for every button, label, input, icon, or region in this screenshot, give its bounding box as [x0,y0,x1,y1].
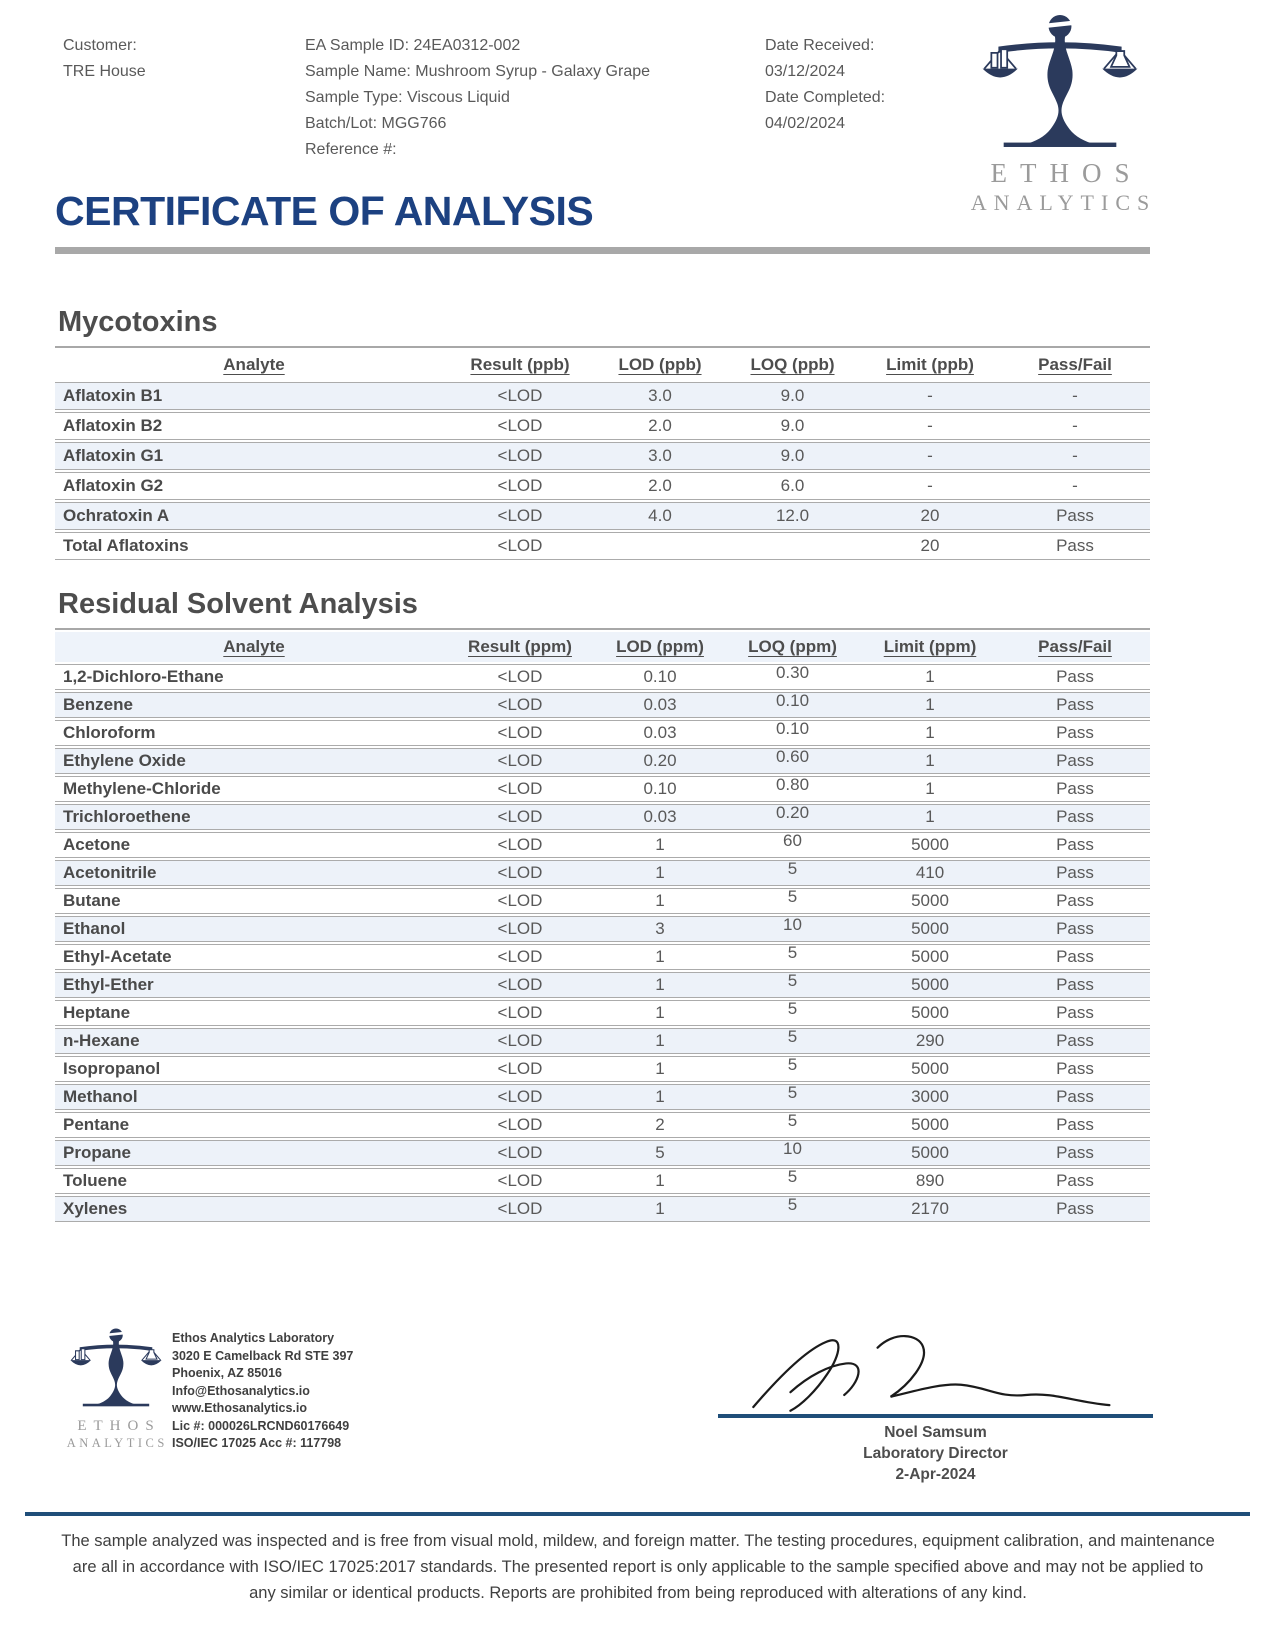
value-cell: 5000 [860,1140,1000,1166]
date-completed-label: Date Completed: [765,89,886,106]
value-cell: <LOD [445,888,595,914]
value-cell [725,532,860,560]
value-cell: Pass [1000,1196,1150,1222]
table-row [55,502,1150,530]
value-cell: 2170 [860,1196,1000,1222]
mycotoxins-heading: Mycotoxins [58,306,218,338]
value-cell: 5000 [860,1056,1000,1082]
value-cell: 9.0 [725,382,860,410]
value-cell: Pass [1000,1140,1150,1166]
column-header: LOD (ppb) [618,355,702,374]
value-cell: 1 [595,972,725,998]
value-cell: 5000 [860,972,1000,998]
value-cell: Pass [1000,1028,1150,1054]
analyte-cell: Ethanol [55,916,445,942]
analyte-cell: Pentane [55,1112,445,1138]
sample-info-block [305,33,650,163]
value-cell: 0.20 [595,748,725,774]
analyte-cell: Chloroform [55,720,445,746]
value-cell: - [860,472,1000,500]
value-cell: 0.03 [595,804,725,830]
value-cell: 1 [595,1056,725,1082]
table-row [55,944,1150,970]
analyte-cell: Ethyl-Ether [55,972,445,998]
analyte-cell: Ethyl-Acetate [55,944,445,970]
value-cell: 1 [595,1084,725,1110]
analyte-cell: Aflatoxin G1 [55,442,445,470]
value-cell: Pass [1000,888,1150,914]
mycotoxins-table [55,348,1150,562]
value-cell: 10 [725,916,860,942]
lady-justice-scales-icon [972,14,1148,155]
page-title: CERTIFICATE OF ANALYSIS [55,188,594,234]
table-row [55,442,1150,470]
value-cell: 20 [860,502,1000,530]
value-cell: 0.10 [725,692,860,718]
value-cell: Pass [1000,664,1150,690]
column-header: LOQ (ppm) [725,632,860,662]
value-cell: 3000 [860,1084,1000,1110]
table-row [55,860,1150,886]
disclaimer-text: The sample analyzed was inspected and is free from visual mold, mildew, and foreign matter. The testing procedures, equipment calibration, and maintenance are all in accordance with ISO/IEC 17025:2017 standards. The presented report is only applicable to the sample specified above and may not be applied to any similar or identical products. Reports are prohibited from being reproduced with alterations of any kind. [61,1532,1215,1602]
value-cell: 5 [725,944,860,970]
value-cell: 5000 [860,1112,1000,1138]
value-cell: 1 [595,1000,725,1026]
column-header: Pass/Fail [1038,355,1112,374]
analyte-cell: Aflatoxin B1 [55,382,445,410]
value-cell: Pass [1000,532,1150,560]
date-completed-value: 04/02/2024 [765,115,846,132]
solvents-heading: Residual Solvent Analysis [58,588,418,620]
table-row [55,532,1150,560]
analyte-cell: Butane [55,888,445,914]
table-header-row [55,632,1150,662]
analyte-cell: Aflatoxin G2 [55,472,445,500]
value-cell: Pass [1000,748,1150,774]
column-header: Analyte [223,355,285,374]
analyte-cell: Benzene [55,692,445,718]
value-cell: 5 [595,1140,725,1166]
analyte-cell: Xylenes [55,1196,445,1222]
column-header: Limit (ppb) [886,355,974,374]
lab-license: Lic #: 000026LRCND60176649 [172,1418,350,1433]
value-cell: Pass [1000,1168,1150,1194]
document-footer [0,1318,1275,1514]
value-cell: <LOD [445,412,595,440]
value-cell: <LOD [445,1168,595,1194]
table-row [55,1028,1150,1054]
lab-address-city: Phoenix, AZ 85016 [172,1366,282,1380]
value-cell: 5 [725,888,860,914]
table-row [55,472,1150,500]
value-cell: 1 [595,944,725,970]
analyte-cell: Methylene-Chloride [55,776,445,802]
value-cell: <LOD [445,916,595,942]
value-cell: 5000 [860,888,1000,914]
value-cell: Pass [1000,692,1150,718]
value-cell: 20 [860,532,1000,560]
lab-address-street: 3020 E Camelback Rd STE 397 [172,1348,354,1363]
value-cell: 0.03 [595,692,725,718]
value-cell: <LOD [445,1084,595,1110]
table-row [55,888,1150,914]
value-cell: - [1000,382,1150,410]
value-cell: <LOD [445,502,595,530]
value-cell: 1 [595,860,725,886]
analyte-cell: Methanol [55,1084,445,1110]
table-row [55,412,1150,440]
footer-ethos-logo [58,1328,173,1451]
value-cell: 5000 [860,832,1000,858]
value-cell: 410 [860,860,1000,886]
column-header: Analyte [55,632,445,662]
value-cell: 3 [595,916,725,942]
value-cell: <LOD [445,776,595,802]
value-cell: Pass [1000,776,1150,802]
table-row [55,1000,1150,1026]
value-cell: Pass [1000,502,1150,530]
value-cell: Pass [1000,1000,1150,1026]
value-cell: Pass [1000,944,1150,970]
signature-block [718,1318,1153,1484]
title-rule [55,247,1150,254]
value-cell: 5 [725,1168,860,1194]
column-header: LOQ (ppb) [750,355,835,374]
value-cell: Pass [1000,804,1150,830]
analyte-cell: Propane [55,1140,445,1166]
analyte-cell: Heptane [55,1000,445,1026]
logo-word-ethos: ETHOS [77,1418,161,1434]
table-header-row [55,350,1150,380]
value-cell: - [860,412,1000,440]
table-row [55,1168,1150,1194]
value-cell: 2.0 [595,472,725,500]
value-cell: 1 [595,1168,725,1194]
value-cell: <LOD [445,944,595,970]
reference-number: Reference #: [305,141,397,158]
table-row [55,776,1150,802]
value-cell: - [1000,442,1150,470]
dates-block [765,33,885,137]
value-cell: 1 [860,692,1000,718]
logo-word-analytics: ANALYTICS [66,1436,168,1450]
signer-title: Laboratory Director [863,1445,1008,1462]
value-cell: <LOD [445,860,595,886]
analyte-cell: Ethylene Oxide [55,748,445,774]
signer-name: Noel Samsum [884,1424,987,1441]
value-cell: 5 [725,1084,860,1110]
sample-id: EA Sample ID: 24EA0312-002 [305,37,521,54]
value-cell: 5 [725,860,860,886]
value-cell: 2 [595,1112,725,1138]
column-header: Result (ppb) [470,355,570,374]
value-cell: <LOD [445,804,595,830]
value-cell: 0.10 [725,720,860,746]
value-cell: - [860,442,1000,470]
value-cell: 290 [860,1028,1000,1054]
date-received-value: 03/12/2024 [765,63,846,80]
value-cell: 1 [595,832,725,858]
table-row [55,804,1150,830]
value-cell: 0.60 [725,748,860,774]
table-row [55,916,1150,942]
logo-word-analytics: ANALYTICS [970,190,1157,215]
logo-word-ethos: ETHOS [990,158,1143,188]
customer-block [63,33,146,85]
table-row [55,382,1150,410]
table-row [55,748,1150,774]
table-row [55,1140,1150,1166]
lady-justice-scales-icon [64,1328,168,1411]
value-cell: 0.03 [595,720,725,746]
analyte-cell: Toluene [55,1168,445,1194]
solvents-table [55,630,1150,1224]
value-cell: <LOD [445,1000,595,1026]
analyte-cell: 1,2-Dichloro-Ethane [55,664,445,690]
table-row [55,832,1150,858]
value-cell: 2.0 [595,412,725,440]
ethos-logo [955,14,1165,216]
customer-label: Customer: [63,37,137,54]
value-cell: 1 [860,776,1000,802]
sample-type: Sample Type: Viscous Liquid [305,89,510,106]
table-row [55,972,1150,998]
analyte-cell: Ochratoxin A [55,502,445,530]
footer-divider-rule [25,1512,1250,1516]
value-cell: 9.0 [725,412,860,440]
value-cell: 9.0 [725,442,860,470]
value-cell: <LOD [445,1028,595,1054]
signature-scrawl [736,1318,1136,1420]
value-cell: 1 [595,1196,725,1222]
value-cell: 4.0 [595,502,725,530]
column-header: Limit (ppm) [860,632,1000,662]
column-header: Pass/Fail [1000,632,1150,662]
lab-website: www.Ethosanalytics.io [172,1401,307,1415]
value-cell: 5 [725,1028,860,1054]
value-cell: - [1000,412,1150,440]
lab-email: Info@Ethosanalytics.io [172,1383,310,1398]
value-cell: Pass [1000,1084,1150,1110]
value-cell: 1 [860,720,1000,746]
table-row [55,692,1150,718]
value-cell: 5 [725,972,860,998]
value-cell: 5 [725,1000,860,1026]
analyte-cell: Total Aflatoxins [55,532,445,560]
value-cell: <LOD [445,972,595,998]
table-row [55,720,1150,746]
customer-name: TRE House [63,63,146,80]
value-cell: Pass [1000,972,1150,998]
value-cell: <LOD [445,442,595,470]
analyte-cell: Acetone [55,832,445,858]
value-cell: 1 [860,748,1000,774]
value-cell: 0.80 [725,776,860,802]
lab-info-block [172,1330,353,1453]
value-cell: 0.20 [725,804,860,830]
value-cell: <LOD [445,382,595,410]
lab-iso-accreditation: ISO/IEC 17025 Acc #: 117798 [172,1436,342,1450]
table-row [55,1112,1150,1138]
value-cell: 890 [860,1168,1000,1194]
value-cell: 1 [595,1028,725,1054]
column-header: LOD (ppm) [595,632,725,662]
analyte-cell: Isopropanol [55,1056,445,1082]
value-cell: 3.0 [595,442,725,470]
value-cell: <LOD [445,664,595,690]
value-cell: 6.0 [725,472,860,500]
table-row [55,1084,1150,1110]
analyte-cell: Acetonitrile [55,860,445,886]
signature-line [718,1414,1153,1418]
value-cell: 0.10 [595,664,725,690]
value-cell: <LOD [445,720,595,746]
value-cell: 5000 [860,916,1000,942]
value-cell: - [860,382,1000,410]
lab-name: Ethos Analytics Laboratory [172,1331,335,1345]
value-cell: Pass [1000,720,1150,746]
analyte-cell: Aflatoxin B2 [55,412,445,440]
value-cell: Pass [1000,860,1150,886]
value-cell: Pass [1000,1112,1150,1138]
value-cell: 1 [860,664,1000,690]
value-cell: <LOD [445,832,595,858]
value-cell: 0.30 [725,664,860,690]
value-cell: 5000 [860,1000,1000,1026]
value-cell: 5 [725,1056,860,1082]
value-cell: <LOD [445,472,595,500]
signature-date: 2-Apr-2024 [895,1466,976,1483]
value-cell: <LOD [445,1112,595,1138]
value-cell: 5 [725,1196,860,1222]
value-cell: 3.0 [595,382,725,410]
table-row [55,664,1150,690]
batch-lot: Batch/Lot: MGG766 [305,115,447,132]
value-cell: 5 [725,1112,860,1138]
value-cell: 5000 [860,944,1000,970]
analyte-cell: Trichloroethene [55,804,445,830]
value-cell: Pass [1000,916,1150,942]
value-cell: <LOD [445,1056,595,1082]
analyte-cell: n-Hexane [55,1028,445,1054]
value-cell: 0.10 [595,776,725,802]
table-row [55,1196,1150,1222]
sample-name: Sample Name: Mushroom Syrup - Galaxy Grape [305,63,651,80]
date-received-label: Date Received: [765,37,875,54]
value-cell: 1 [860,804,1000,830]
value-cell: Pass [1000,1056,1150,1082]
value-cell: 12.0 [725,502,860,530]
value-cell [595,532,725,560]
value-cell: Pass [1000,832,1150,858]
value-cell: <LOD [445,692,595,718]
value-cell: 60 [725,832,860,858]
value-cell: <LOD [445,532,595,560]
value-cell: <LOD [445,748,595,774]
value-cell: <LOD [445,1140,595,1166]
value-cell: - [1000,472,1150,500]
column-header: Result (ppm) [445,632,595,662]
value-cell: 10 [725,1140,860,1166]
value-cell: 1 [595,888,725,914]
table-row [55,1056,1150,1082]
value-cell: <LOD [445,1196,595,1222]
